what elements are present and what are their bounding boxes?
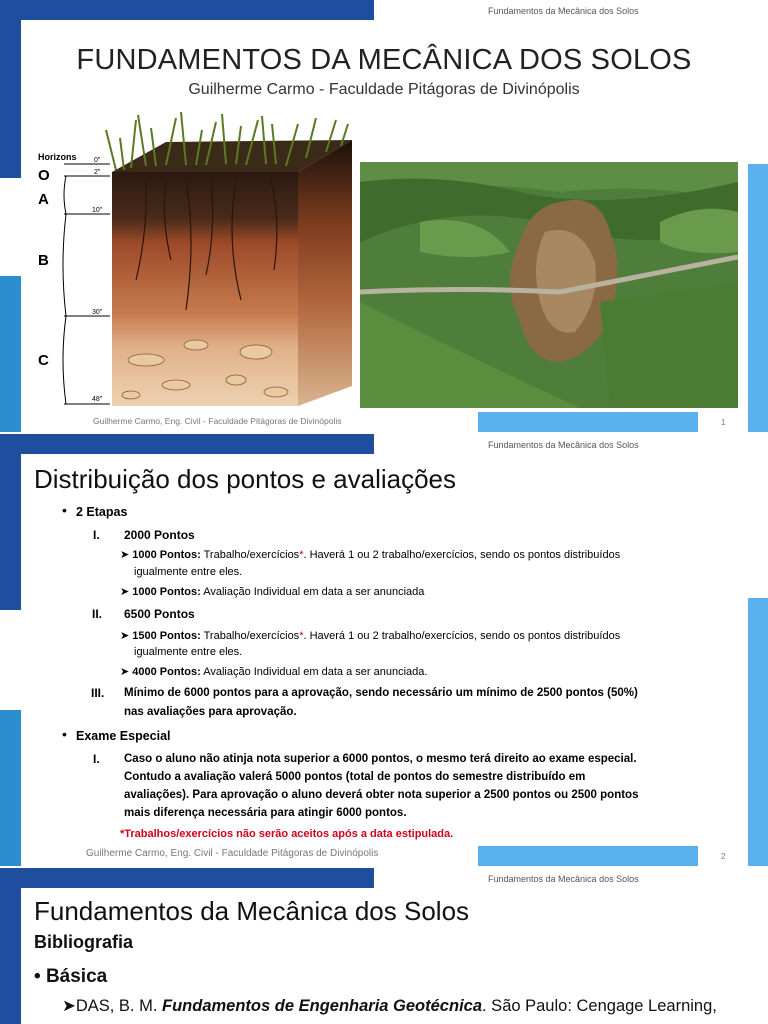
exame-item-label: I.	[93, 752, 100, 766]
asterisk: *	[299, 630, 304, 642]
left-accent-bar-dark	[0, 434, 21, 610]
right-accent-bar	[748, 164, 768, 432]
depth-2-label: 2"	[94, 169, 101, 176]
depth-10-label: 10"	[92, 207, 103, 214]
ref-rest: . São Paulo: Cengage Learning,	[482, 997, 717, 1015]
item-ii-label: II.	[92, 607, 103, 621]
sub-bold: 1000 Pontos:	[132, 586, 201, 598]
depth-48-label: 48"	[92, 396, 103, 403]
slide-1	[0, 0, 768, 432]
basica-heading: • Básica	[34, 966, 108, 987]
sub-text: Trabalho/exercícios	[200, 549, 300, 561]
item-i-sub1-line2: igualmente entre eles.	[134, 566, 243, 578]
slide-header: Fundamentos da Mecânica dos Solos	[488, 6, 639, 16]
arrow-bullet-icon: ➤	[120, 630, 130, 642]
slide-3	[0, 868, 768, 1024]
sub-text: Avaliação Individual em data a ser anunciada	[200, 586, 425, 598]
item-iii-line1: Mínimo de 6000 pontos para a aprovação, sendo necessário um mínimo de 2500 pontos (50%)	[124, 687, 638, 699]
asterisk: *	[299, 549, 304, 561]
top-accent-bar	[0, 0, 374, 20]
horizon-a-label: A	[38, 191, 49, 208]
arrow-bullet-icon: ➤	[62, 997, 76, 1015]
horizon-o-label: O	[38, 167, 50, 184]
horizons-heading: Horizons	[38, 152, 77, 162]
page-number: 1	[721, 418, 726, 427]
exame-line3: avaliações). Para aprovação o aluno deverá obter nota superior a 2500 pontos ou 2500 pontos	[124, 789, 639, 801]
page-title: FUNDAMENTOS DA MECÂNICA DOS SOLOS	[76, 44, 692, 76]
slide-2	[0, 434, 768, 866]
footer-accent-bar	[478, 846, 698, 866]
sub-bold: 4000 Pontos:	[132, 666, 201, 678]
exame-heading: Exame Especial	[76, 729, 171, 743]
left-accent-bar-mid	[0, 276, 21, 432]
deadline-note: *Trabalhos/exercícios não serão aceitos após a data estipulada.	[120, 828, 454, 840]
etapas-heading: 2 Etapas	[76, 505, 128, 519]
footer-accent-bar	[478, 412, 698, 432]
item-iii-line2: nas avaliações para aprovação.	[124, 706, 297, 718]
landslide-photo	[360, 162, 738, 408]
bullet: •	[62, 726, 67, 742]
bibliografia-heading: Bibliografia	[34, 932, 134, 952]
left-accent-bar-dark	[0, 868, 21, 1024]
sub-bold: 1500 Pontos:	[132, 630, 201, 642]
reference-das	[62, 996, 717, 1016]
item-ii-sub1-line2: igualmente entre eles.	[134, 646, 243, 658]
basica-text: Básica	[45, 966, 108, 987]
horizon-c-label: C	[38, 352, 49, 369]
exame-line1: Caso o aluno não atinja nota superior a 6000 pontos, o mesmo terá direito ao exame especial.	[124, 753, 637, 765]
slide-header: Fundamentos da Mecânica dos Solos	[488, 440, 639, 450]
arrow-bullet-icon: ➤	[120, 666, 130, 678]
item-iii-label: III.	[91, 686, 105, 700]
horizon-brackets	[63, 164, 110, 404]
item-ii-sub1	[120, 628, 620, 644]
right-accent-bar	[748, 598, 768, 866]
top-accent-bar	[0, 434, 374, 454]
sub-bold: 1000 Pontos:	[132, 549, 201, 561]
page-number: 2	[721, 852, 726, 861]
sub-text: Trabalho/exercícios	[200, 630, 300, 642]
depth-0-label: 0"	[94, 157, 101, 164]
sub-rest: . Haverá 1 ou 2 trabalho/exercícios, sendo os pontos distribuídos	[303, 630, 621, 642]
arrow-bullet-icon: ➤	[120, 586, 130, 598]
slide-footer: Guilherme Carmo, Eng. Civil - Faculdade Pitágoras de Divinópolis	[93, 416, 342, 426]
ref-author: DAS, B. M.	[75, 997, 163, 1015]
horizon-b-label: B	[38, 252, 49, 269]
sub-rest: . Haverá 1 ou 2 trabalho/exercícios, sendo os pontos distribuídos	[303, 549, 621, 561]
item-ii-text: 6500 Pontos	[124, 607, 195, 621]
top-accent-bar	[0, 868, 374, 888]
depth-30-label: 30"	[92, 309, 103, 316]
slide-footer: Guilherme Carmo, Eng. Civil - Faculdade Pitágoras de Divinópolis	[86, 848, 379, 859]
exame-line2: Contudo a avaliação valerá 5000 pontos (total de pontos do semestre distribuído em	[124, 771, 586, 783]
exame-line4: mais diferença necessária para atingir 6000 pontos.	[124, 807, 407, 819]
ref-title: Fundamentos de Engenharia Geotécnica	[162, 997, 483, 1015]
slide-header: Fundamentos da Mecânica dos Solos	[488, 874, 639, 884]
soil-horizons-diagram	[36, 110, 354, 410]
item-i-text: 2000 Pontos	[124, 528, 195, 542]
slide-title: Fundamentos da Mecânica dos Solos	[34, 896, 470, 926]
page-subtitle: Guilherme Carmo - Faculdade Pitágoras de Divinópolis	[188, 81, 580, 98]
sub-text: Avaliação Individual em data a ser anunciada.	[200, 666, 428, 678]
slide-title: Distribuição dos pontos e avaliações	[34, 464, 457, 494]
arrow-bullet-icon: ➤	[120, 549, 130, 561]
left-accent-bar-mid	[0, 710, 21, 866]
item-ii-sub2	[120, 664, 427, 680]
bullet: •	[62, 502, 67, 518]
item-i-label: I.	[93, 528, 100, 542]
item-i-sub2	[120, 584, 424, 600]
item-i-sub1	[120, 547, 620, 563]
